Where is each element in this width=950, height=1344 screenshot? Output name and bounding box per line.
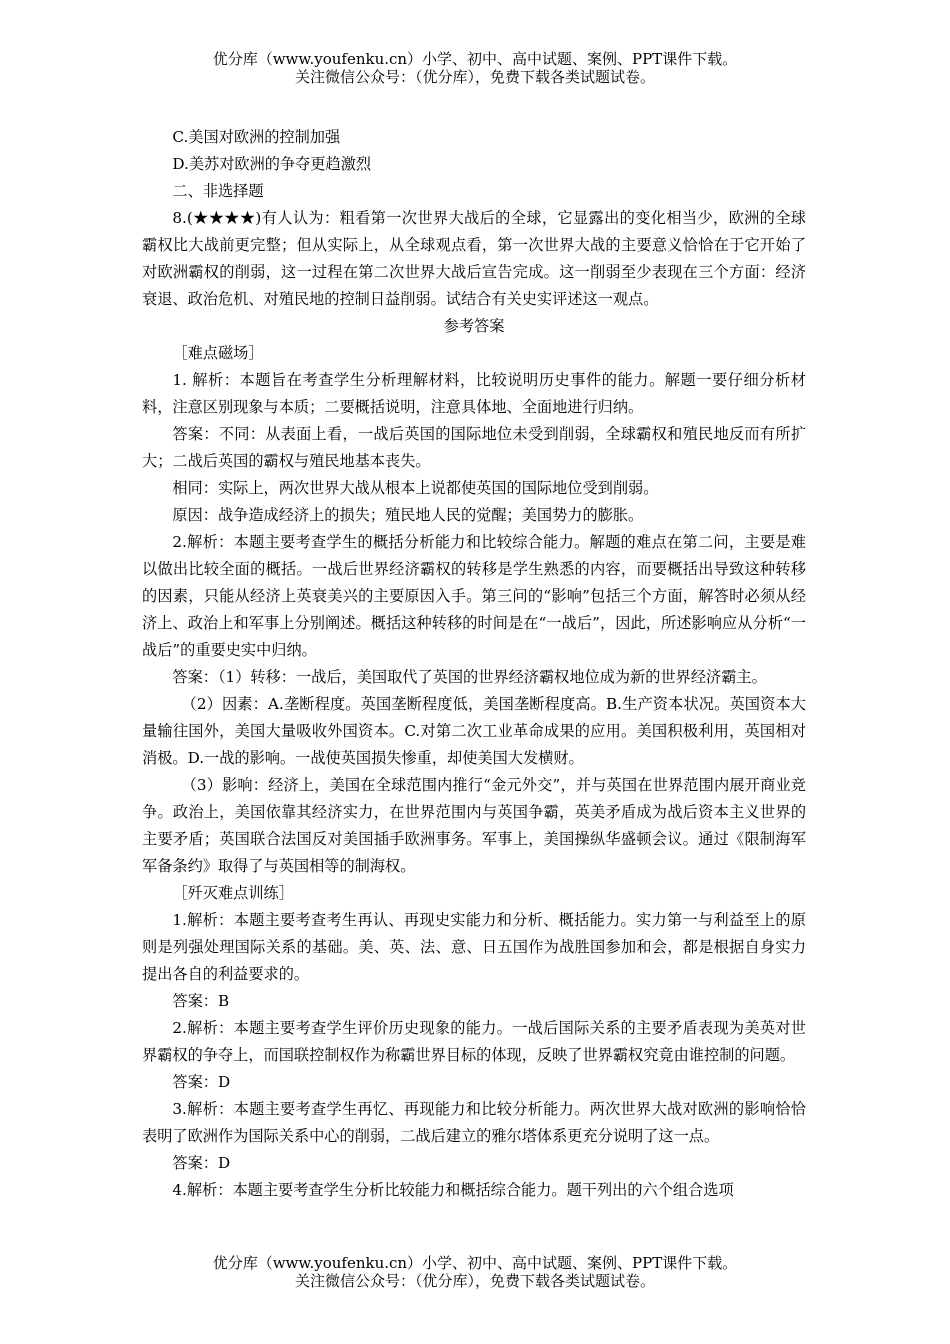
paragraph: （3）影响：经济上，美国在全球范围内推行“金元外交”，并与英国在世界范围内展开商业竞争。政治上，美国依靠其经济实力，在世界范围内与英国争霸，英美矛盾成为战后资本主义世界的主要矛盾；英国联合法国反对美国插手欧洲事务。军事上，美国操纵华盛顿会议。通过《限制海军军备条约》取得了与英国相等的制海权。	[142, 776, 806, 875]
paragraph: 答案：B	[172, 992, 230, 1010]
header-line-2: 关注微信公众号：（优分库），免费下载各类试题试卷。	[294, 68, 655, 86]
paragraph: 答案：D	[172, 1073, 231, 1091]
footer-line-2: 关注微信公众号：（优分库），免费下载各类试题试卷。	[294, 1272, 655, 1290]
paragraph: 原因：战争造成经济上的损失；殖民地人民的觉醒；美国势力的膨胀。	[172, 506, 644, 524]
paragraph: 1.解析：本题主要考查考生再认、再现史实能力和分析、概括能力。实力第一与利益至上的原则是列强处理国际关系的基础。美、英、法、意、日五国作为战胜国参加和会，都是根据自身实力提出各自的利益要求的。	[142, 911, 806, 983]
page-footer	[0, 1254, 950, 1290]
document-body	[142, 124, 806, 1204]
page-header	[0, 50, 950, 86]
paragraph: D.美苏对欧洲的争夺更趋激烈	[172, 155, 372, 173]
paragraph: 答案：（1）转移：一战后，美国取代了英国的世界经济霸权地位成为新的世界经济霸主。	[172, 668, 767, 686]
paragraph: 2.解析：本题主要考查学生评价历史现象的能力。一战后国际关系的主要矛盾表现为美英对世界霸权的争夺上，而国联控制权作为称霸世界目标的体现，反映了世界霸权究竟由谁控制的问题。	[142, 1019, 806, 1064]
paragraph: 2.解析：本题主要考查学生的概括分析能力和比较综合能力。解题的难点在第二问，主要是难以做出比较全面的概括。一战后世界经济霸权的转移是学生熟悉的内容，而要概括出导致这种转移的因素，只能从经济上英衰美兴的主要原因入手。第三问的“影响”包括三个方面，解答时必须从经济上、政治上和军事上分别阐述。概括这种转移的时间是在“一战后”，因此，所述影响应从分析“一战后”的重要史实中归纳。	[142, 533, 806, 659]
section-heading: 参考答案	[443, 317, 505, 335]
paragraph: 答案：D	[172, 1154, 231, 1172]
paragraph: 3.解析：本题主要考查学生再忆、再现能力和比较分析能力。两次世界大战对欧洲的影响恰恰表明了欧洲作为国际关系中心的削弱，二战后建立的雅尔塔体系更充分说明了这一点。	[142, 1100, 806, 1145]
footer-line-1: 优分库（www.youfenku.cn）小学、初中、高中试题、案例、PPT课件下载。	[212, 1254, 738, 1272]
paragraph: C.美国对欧洲的控制加强	[172, 128, 341, 146]
paragraph: ［难点磁场］	[172, 344, 264, 362]
paragraph: 答案：不同：从表面上看，一战后英国的国际地位未受到削弱，全球霸权和殖民地反而有所扩大；二战后英国的霸权与殖民地基本丧失。	[142, 425, 806, 470]
paragraph: 8.(★★★★)有人认为：粗看第一次世界大战后的全球，它显露出的变化相当少，欧洲的全球霸权比大战前更完整；但从实际上，从全球观点看，第一次世界大战的主要意义恰恰在于它开始了对欧洲霸权的削弱，这一过程在第二次世界大战后宣告完成。这一削弱至少表现在三个方面：经济衰退、政治危机、对殖民地的控制日益削弱。试结合有关史实评述这一观点。	[142, 209, 806, 308]
paragraph: 4.解析：本题主要考查学生分析比较能力和概括综合能力。题干列出的六个组合选项	[172, 1181, 734, 1199]
paragraph: 相同：实际上，两次世界大战从根本上说都使英国的国际地位受到削弱。	[172, 479, 659, 497]
paragraph: ［歼灭难点训练］	[172, 884, 294, 902]
paragraph: 二、非选择题	[172, 182, 264, 200]
paragraph: （2）因素：A.垄断程度。英国垄断程度低，美国垄断程度高。B.生产资本状况。英国资本大量输往国外，美国大量吸收外国资本。C.对第二次工业革命成果的应用。美国积极利用，英国相对消极。D.一战的影响。一战使英国损失惨重，却使美国大发横财。	[142, 695, 806, 767]
paragraph: 1. 解析：本题旨在考查学生分析理解材料，比较说明历史事件的能力。解题一要仔细分析材料，注意区别现象与本质；二要概括说明，注意具体地、全面地进行归纳。	[142, 371, 806, 416]
header-line-1: 优分库（www.youfenku.cn）小学、初中、高中试题、案例、PPT课件下载。	[212, 50, 738, 68]
